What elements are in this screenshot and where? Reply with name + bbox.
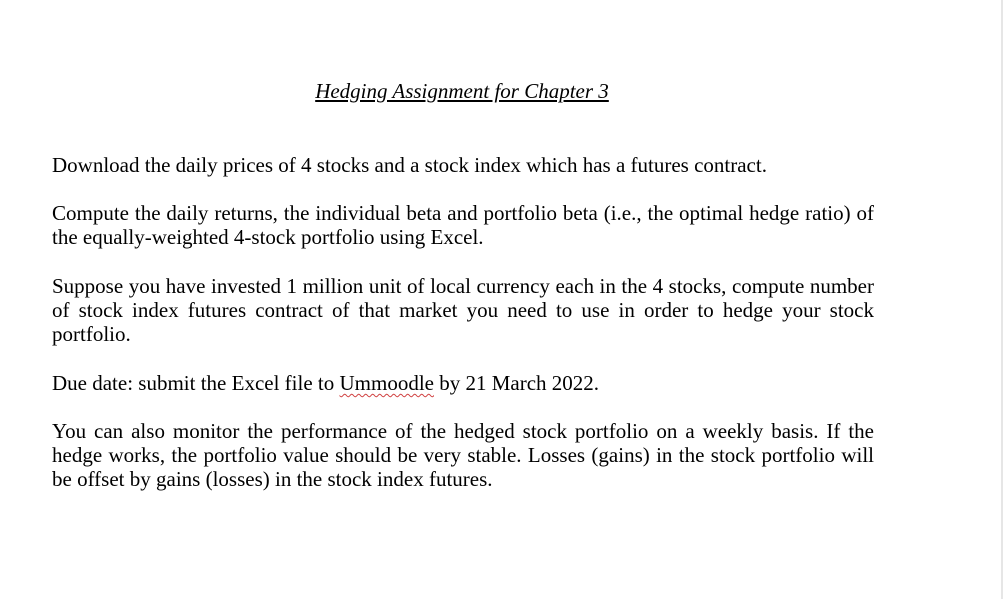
due-date-text-start: Due date: submit the Excel file to (52, 371, 340, 395)
paragraph-download: Download the daily prices of 4 stocks and a stock index which has a futures contract. (52, 153, 767, 177)
paragraph-compute-returns: Compute the daily returns, the individual beta and portfolio beta (i.e., the optimal hedge ratio) of the equally-weighted 4-stock portfolio using Excel. (52, 201, 874, 249)
spellcheck-flagged-word[interactable]: Ummoodle (339, 371, 434, 395)
paragraph-investment: Suppose you have invested 1 million unit of local currency each in the 4 stocks, compute number of stock index futures contract of that market you need to use in order to hedge your stock portfolio. (52, 274, 874, 346)
document-title: Hedging Assignment for Chapter 3 (315, 79, 609, 103)
paragraph-due-date (52, 371, 874, 395)
due-date-text-end: by 21 March 2022. (434, 371, 600, 395)
paragraph-monitoring: You can also monitor the performance of the hedged stock portfolio on a weekly basis. If the hedge works, the portfolio value should be very stable. Losses (gains) in the stock portfolio will be offset by gains (losses) in the stock index futures. (52, 419, 874, 491)
